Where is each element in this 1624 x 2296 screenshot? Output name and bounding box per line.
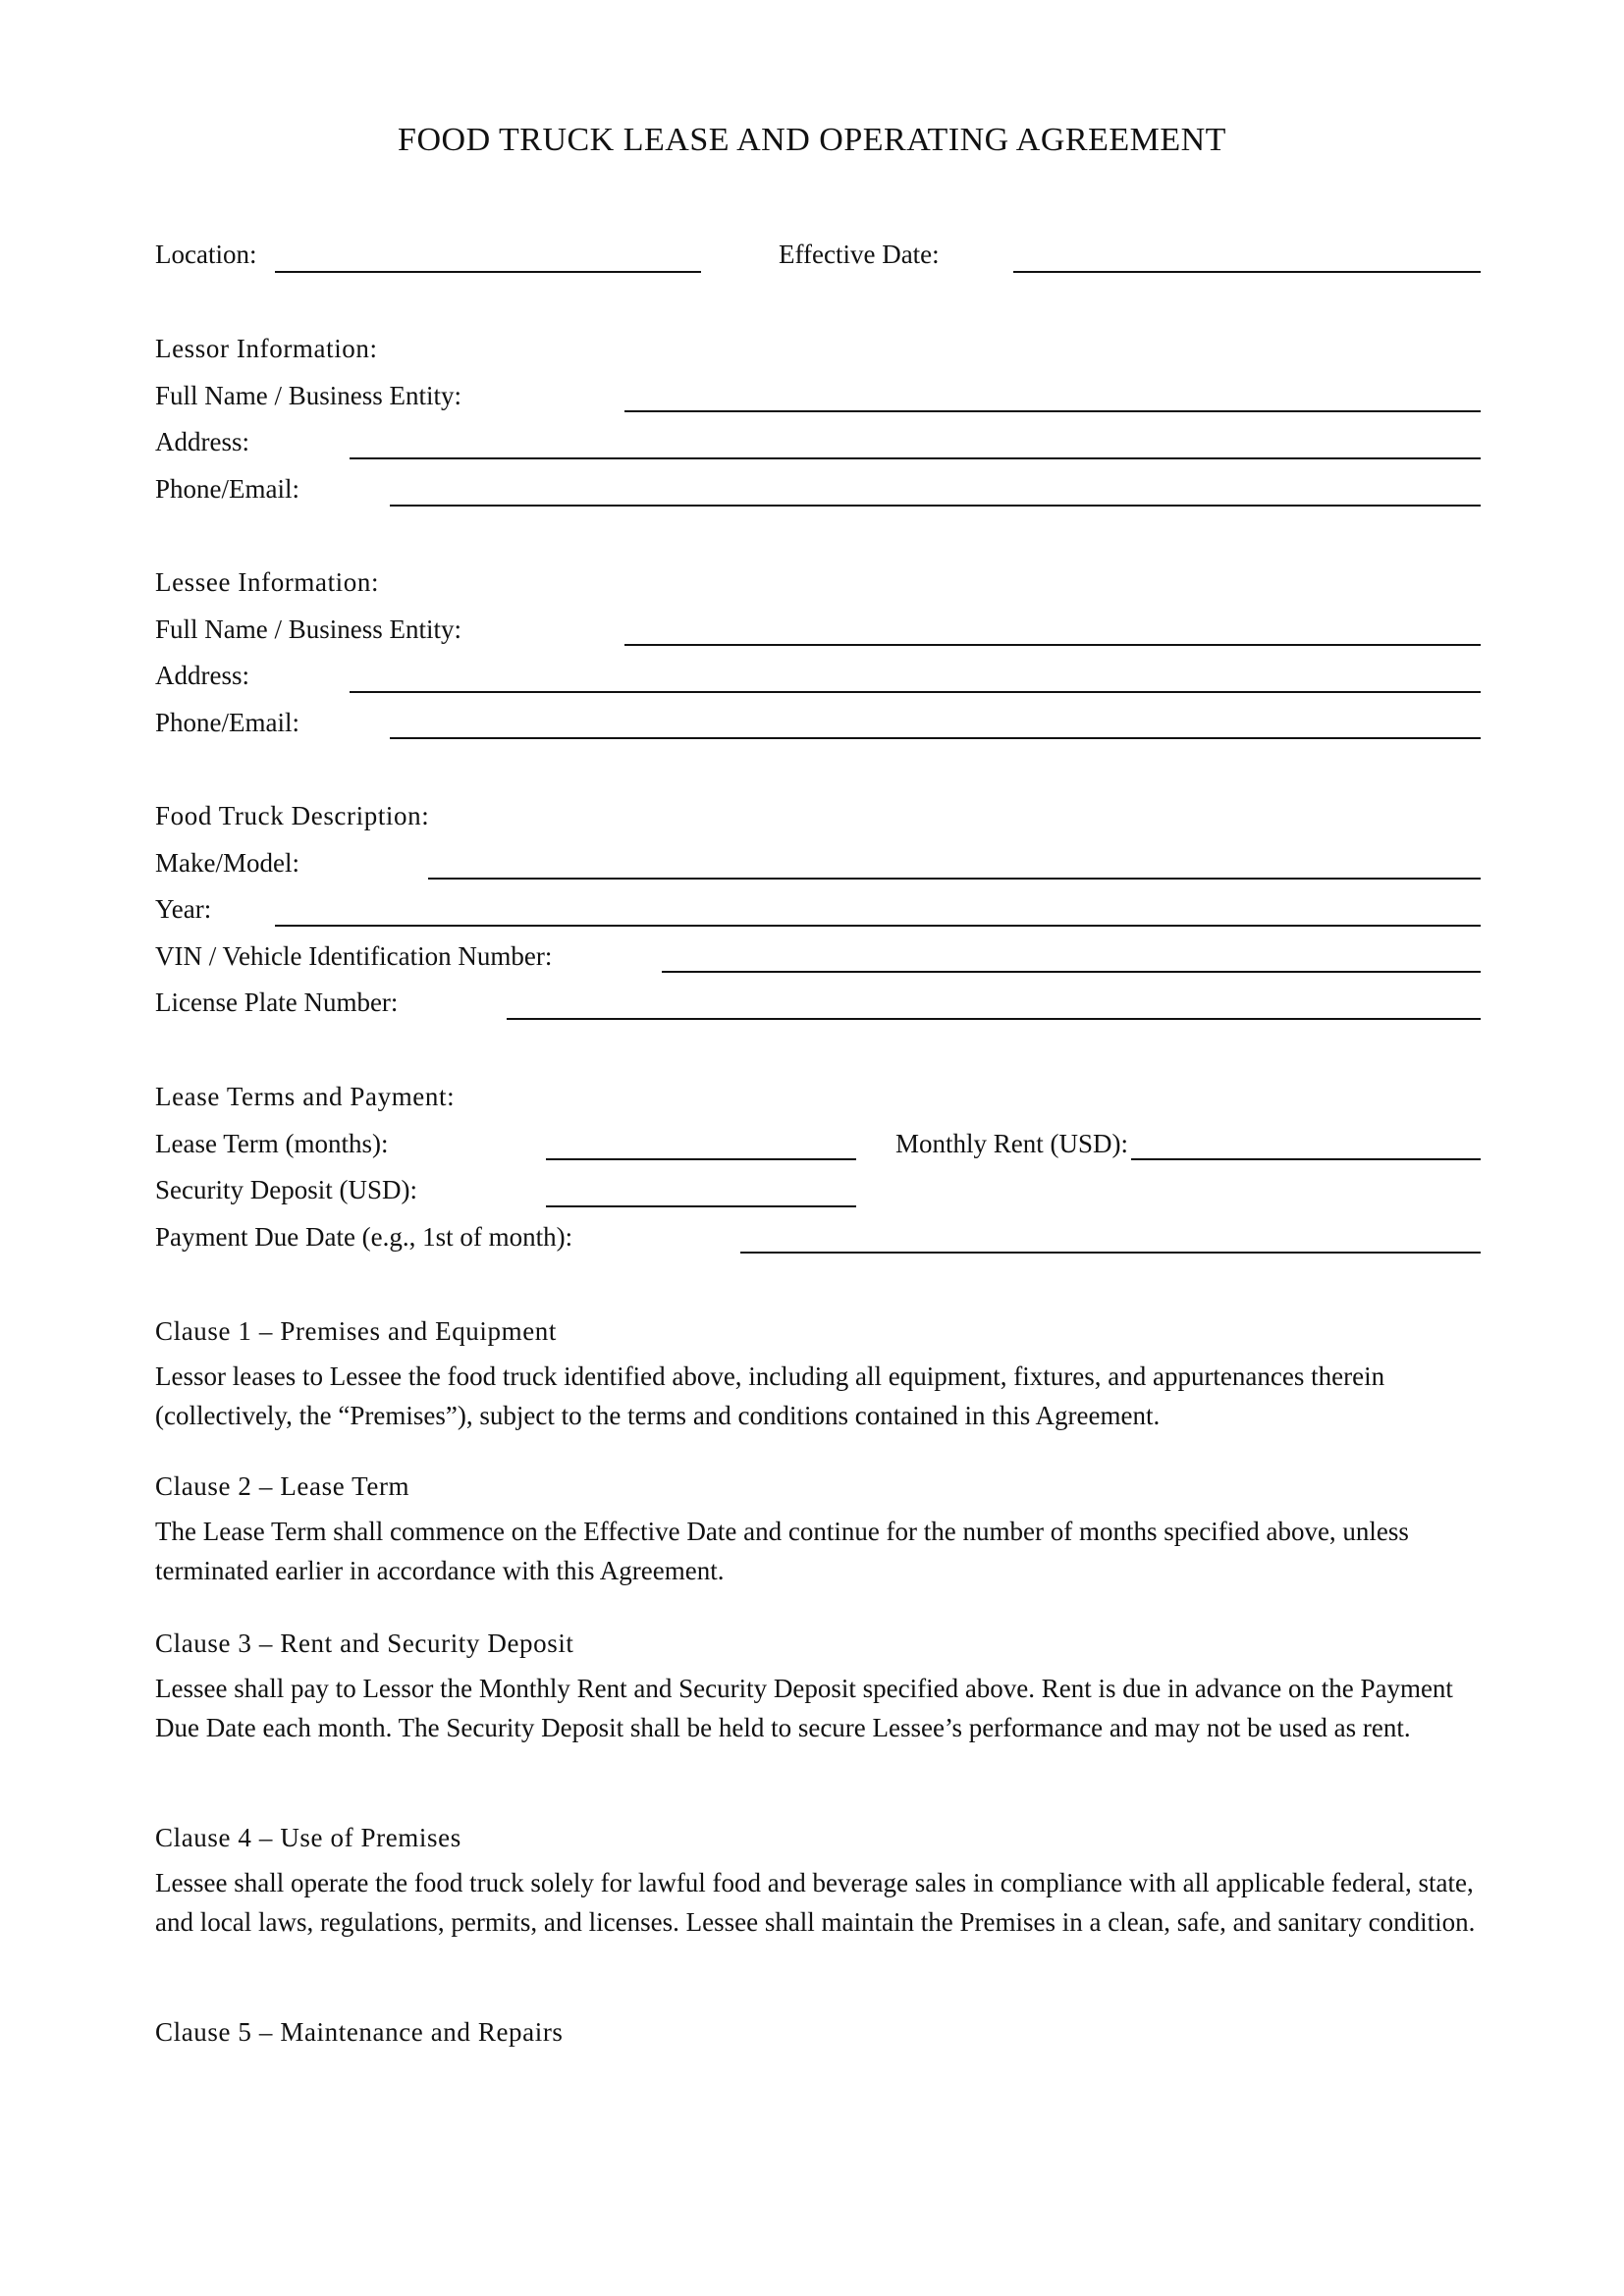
clause-2-body: The Lease Term shall commence on the Effective Date and continue for the number of months specified above, unless terminated earlier in accordance with this Agreement. [155, 1517, 1409, 1585]
year-label: Year: [155, 894, 212, 924]
lessor-name-label: Full Name / Business Entity: [155, 381, 462, 410]
clause-4-body: Lessee shall operate the food truck solely for lawful food and beverage sales in compliance with all applicable federal, state, and local laws, regulations, permits, and licenses. Lessee shall maintain the Premises in a clean, safe, and sanitary condition. [155, 1868, 1476, 1937]
make-model-field[interactable] [428, 878, 1481, 880]
lessee-address-label: Address: [155, 661, 249, 690]
lessee-name-label: Full Name / Business Entity: [155, 614, 462, 644]
clause-5-heading: Clause 5 – Maintenance and Repairs [155, 2017, 564, 2047]
effective-date-field[interactable] [1013, 271, 1481, 273]
clause-3-heading: Clause 3 – Rent and Security Deposit [155, 1629, 574, 1658]
plate-label: License Plate Number: [155, 988, 399, 1017]
lessor-heading: Lessor Information: [155, 334, 378, 363]
lessee-phone-label: Phone/Email: [155, 708, 299, 737]
monthly-rent-field[interactable] [1131, 1158, 1481, 1160]
clause-1-heading: Clause 1 – Premises and Equipment [155, 1316, 557, 1346]
deposit-field[interactable] [546, 1205, 856, 1207]
due-date-label: Payment Due Date (e.g., 1st of month): [155, 1222, 573, 1252]
lessee-phone-field[interactable] [390, 737, 1481, 739]
deposit-label: Security Deposit (USD): [155, 1175, 417, 1204]
make-model-label: Make/Model: [155, 848, 299, 878]
clause-2-heading: Clause 2 – Lease Term [155, 1471, 410, 1501]
lease-term-field[interactable] [546, 1158, 856, 1160]
lessor-phone-field[interactable] [390, 505, 1481, 507]
location-label: Location: [155, 240, 257, 269]
lessee-heading: Lessee Information: [155, 567, 380, 597]
effective-date-label: Effective Date: [779, 240, 940, 269]
year-field[interactable] [275, 925, 1481, 927]
document-title: FOOD TRUCK LEASE AND OPERATING AGREEMENT [398, 122, 1226, 158]
clause-3-body: Lessee shall pay to Lessor the Monthly Rent and Security Deposit specified above. Rent is due in advance on the Payment Due Date each month. The Security Deposit shall be held to secure Lessee’s performance and may not be used as rent. [155, 1674, 1453, 1742]
lease-terms-heading: Lease Terms and Payment: [155, 1082, 456, 1111]
plate-field[interactable] [507, 1018, 1481, 1020]
clause-4-heading: Clause 4 – Use of Premises [155, 1823, 461, 1852]
location-field[interactable] [275, 271, 701, 273]
lessor-name-field[interactable] [624, 410, 1481, 412]
lessee-address-field[interactable] [350, 691, 1481, 693]
lessor-phone-label: Phone/Email: [155, 474, 299, 504]
due-date-field[interactable] [740, 1252, 1481, 1254]
lessor-address-label: Address: [155, 427, 249, 456]
vin-label: VIN / Vehicle Identification Number: [155, 941, 553, 971]
truck-heading: Food Truck Description: [155, 801, 430, 830]
clause-1-body: Lessor leases to Lessee the food truck identified above, including all equipment, fixtures, and appurtenances therein (collectively, the “Premises”), subject to the terms and conditions contained in this Agreement. [155, 1362, 1385, 1430]
lessor-address-field[interactable] [350, 457, 1481, 459]
vin-field[interactable] [662, 971, 1481, 973]
lease-term-label: Lease Term (months): [155, 1129, 389, 1158]
monthly-rent-label: Monthly Rent (USD): [895, 1129, 1129, 1158]
lessee-name-field[interactable] [624, 644, 1481, 646]
